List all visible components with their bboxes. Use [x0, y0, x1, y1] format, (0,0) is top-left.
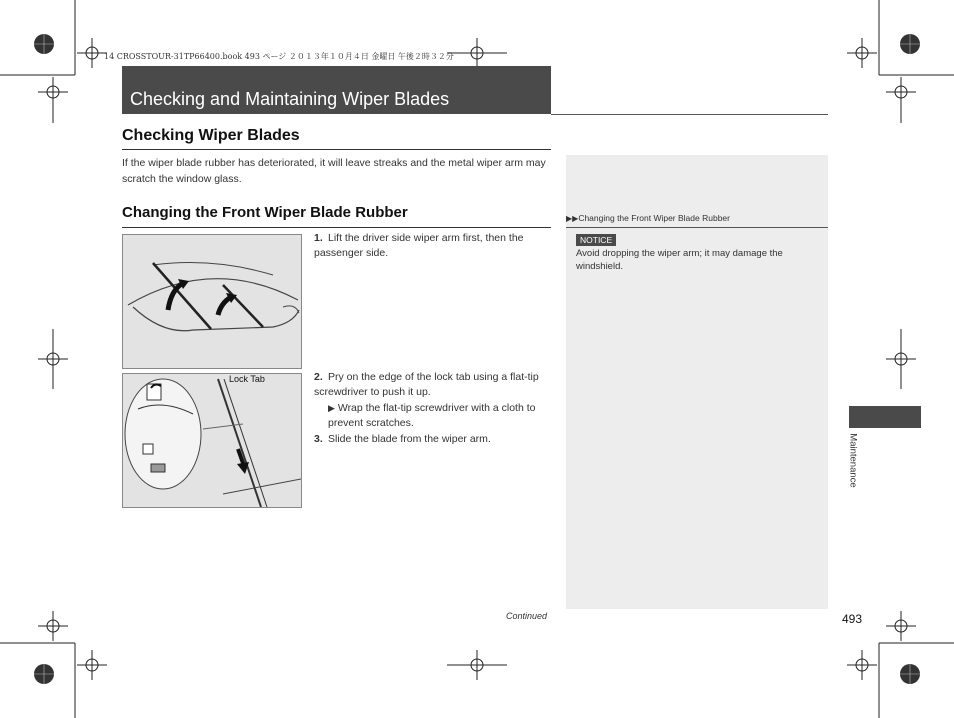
changing-rule	[122, 227, 551, 228]
reference-arrow-icon: ▶▶	[566, 214, 579, 223]
sidebar-reference	[566, 213, 730, 223]
sidebar-panel	[566, 155, 828, 609]
checking-text: If the wiper blade rubber has deteriorated, it will leave streaks and the metal wiper arm may scratch the window glass.	[122, 157, 546, 185]
step-2-subnote	[328, 401, 553, 431]
step-number: 2.	[314, 371, 323, 383]
checking-rule	[122, 149, 551, 150]
checking-heading: Checking Wiper Blades	[122, 127, 300, 144]
chapter-tab-label: Maintenance	[847, 433, 859, 488]
step-1	[314, 231, 554, 261]
figure-lock-tab	[122, 373, 302, 508]
step-number: 3.	[314, 433, 323, 445]
triangle-bullet-icon: ▶	[328, 403, 335, 413]
windshield-illustration	[123, 235, 301, 368]
section-title: Checking and Maintaining Wiper Blades	[130, 89, 450, 109]
step-3	[314, 432, 554, 447]
print-header: 14 CROSSTOUR-31TP66400.book 493 ページ ２０１３年１０月４日 金曜日 午後２時３２分	[104, 52, 454, 61]
notice-text: Avoid dropping the wiper arm; it may damage the windshield.	[576, 248, 783, 272]
lock-tab-label: Lock Tab	[229, 374, 265, 384]
lock-tab-illustration	[123, 374, 301, 507]
step-text: Pry on the edge of the lock tab using a flat-tip screwdriver to push it up.	[314, 371, 539, 398]
subnote-text: Wrap the flat-tip screwdriver with a cloth to prevent scratches.	[328, 402, 536, 429]
continued-label: Continued	[506, 611, 548, 621]
notice-badge: NOTICE	[576, 234, 616, 246]
chapter-tab	[849, 406, 921, 428]
step-text: Slide the blade from the wiper arm.	[328, 433, 491, 445]
title-rule	[551, 114, 828, 115]
step-text: Lift the driver side wiper arm first, then the passenger side.	[314, 232, 524, 259]
changing-heading: Changing the Front Wiper Blade Rubber	[122, 204, 408, 221]
step-2	[314, 370, 554, 400]
sidebar-rule	[566, 227, 828, 228]
figure-lift-wipers	[122, 234, 302, 369]
step-number: 1.	[314, 232, 323, 244]
sidebar-reference-text: Changing the Front Wiper Blade Rubber	[578, 213, 730, 223]
page-number: 493	[842, 612, 863, 626]
